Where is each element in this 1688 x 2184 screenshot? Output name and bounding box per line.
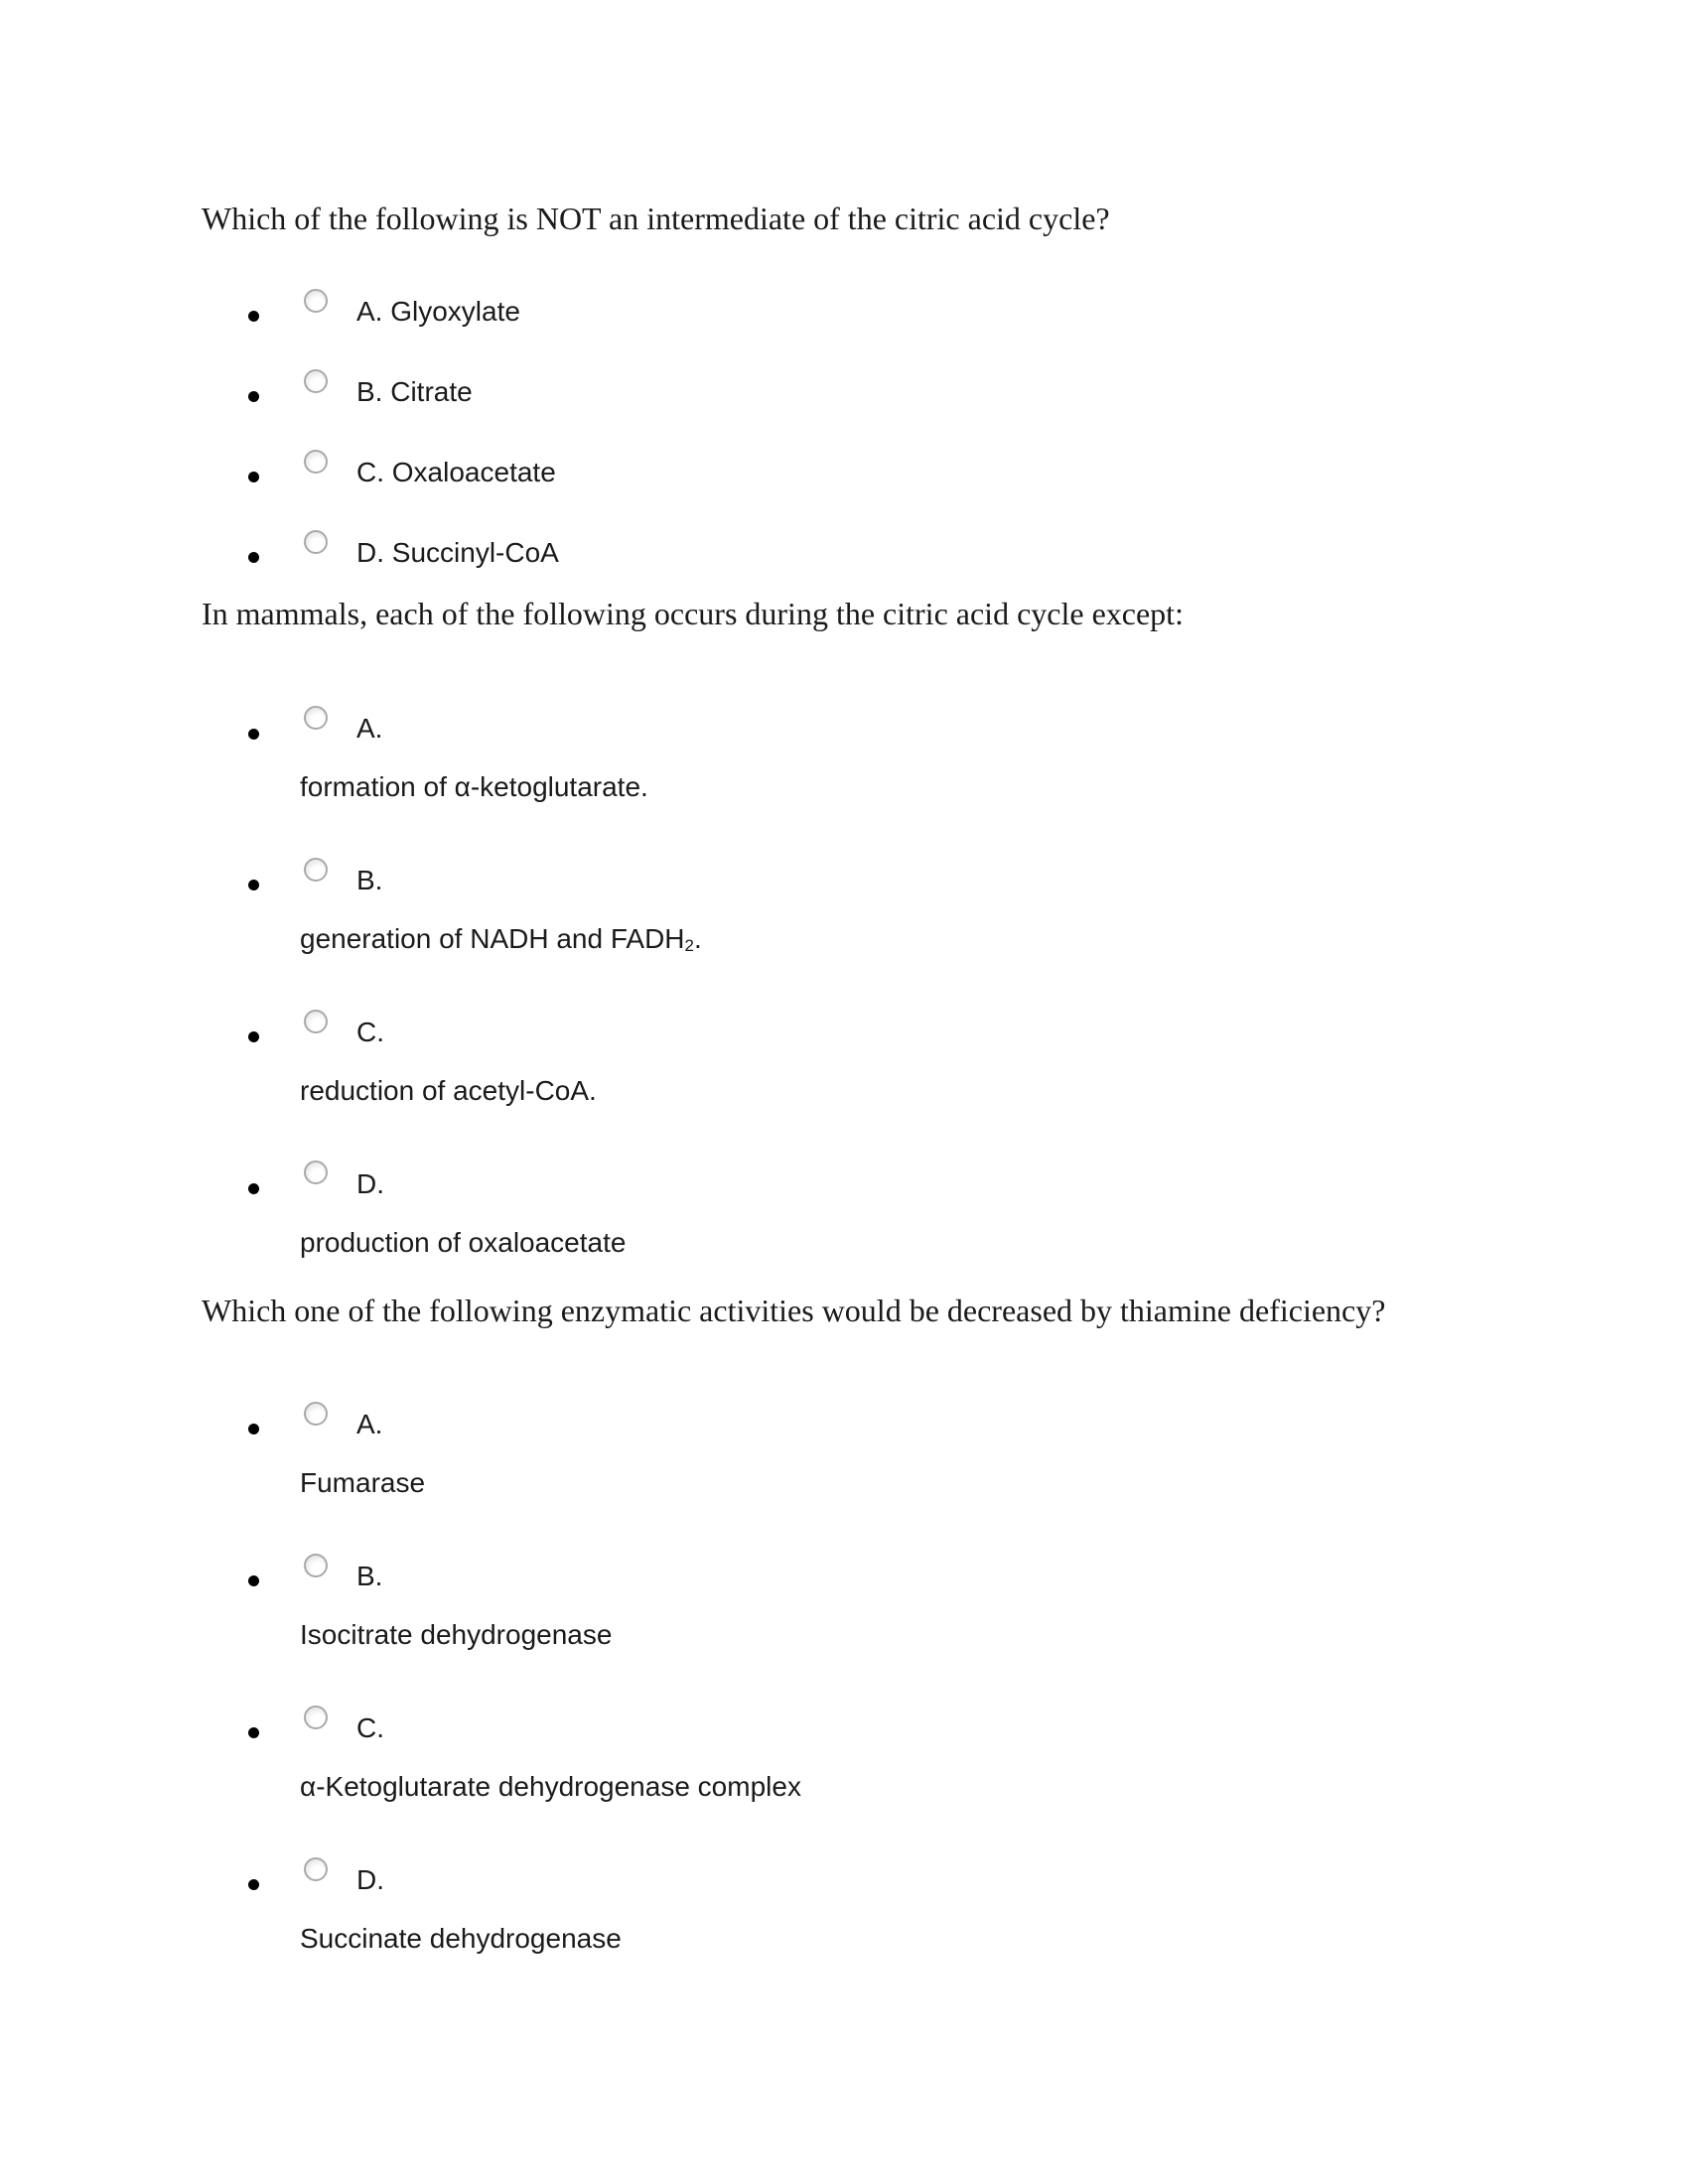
option-text: α-Ketoglutarate dehydrogenase complex (300, 1771, 801, 1802)
option-label: C. Oxaloacetate (356, 457, 556, 487)
option-text: reduction of acetyl-CoA. (300, 1075, 597, 1106)
bullet-icon (248, 391, 259, 402)
option-text-end: . (694, 923, 702, 954)
bullet-icon (248, 729, 259, 740)
option-text: production of oxaloacetate (300, 1227, 627, 1258)
question-1-text: Which of the following is NOT an intermediate of the citric acid cycle? (202, 201, 1110, 236)
radio-button-icon[interactable] (304, 1857, 328, 1881)
bullet-icon (248, 1183, 259, 1194)
radio-button-icon[interactable] (304, 706, 328, 730)
option-letter: B. (356, 1561, 383, 1591)
option-text: formation of α-ketoglutarate. (300, 771, 648, 802)
option-letter: C. (356, 1017, 384, 1047)
radio-button-icon[interactable] (304, 1402, 328, 1426)
bullet-icon (248, 880, 259, 890)
option-letter: A. (356, 1409, 383, 1439)
option-label: A. Glyoxylate (356, 296, 520, 327)
option-label: B. Citrate (356, 376, 473, 407)
bullet-icon (248, 552, 259, 563)
option-text: Isocitrate dehydrogenase (300, 1619, 613, 1650)
bullet-icon (248, 311, 259, 322)
option-label: D. Succinyl-CoA (356, 537, 559, 568)
option-text: Fumarase (300, 1467, 426, 1498)
radio-button-icon[interactable] (304, 450, 328, 474)
question-2-text: In mammals, each of the following occurs during the citric acid cycle except: (202, 596, 1184, 631)
option-letter: D. (356, 1864, 384, 1895)
radio-button-icon[interactable] (304, 289, 328, 313)
radio-button-icon[interactable] (304, 858, 328, 882)
option-letter: A. (356, 713, 383, 744)
option-text-main: generation of NADH and FADH (300, 923, 685, 954)
bullet-icon (248, 1575, 259, 1586)
bullet-icon (248, 1424, 259, 1434)
radio-button-icon[interactable] (304, 1010, 328, 1033)
subscript-text: 2 (684, 936, 694, 955)
radio-button-icon[interactable] (304, 1706, 328, 1729)
radio-button-icon[interactable] (304, 369, 328, 393)
bullet-icon (248, 1879, 259, 1890)
radio-button-icon[interactable] (304, 1160, 328, 1184)
question-3-text: Which one of the following enzymatic activities would be decreased by thiamine deficiency? (202, 1293, 1386, 1328)
bullet-icon (248, 1727, 259, 1738)
bullet-icon (248, 472, 259, 482)
option-letter: D. (356, 1168, 384, 1199)
option-text (300, 922, 702, 963)
bullet-icon (248, 1031, 259, 1042)
radio-button-icon[interactable] (304, 1554, 328, 1577)
option-letter: B. (356, 865, 383, 895)
option-letter: C. (356, 1712, 384, 1743)
radio-button-icon[interactable] (304, 530, 328, 554)
option-text: Succinate dehydrogenase (300, 1923, 622, 1954)
